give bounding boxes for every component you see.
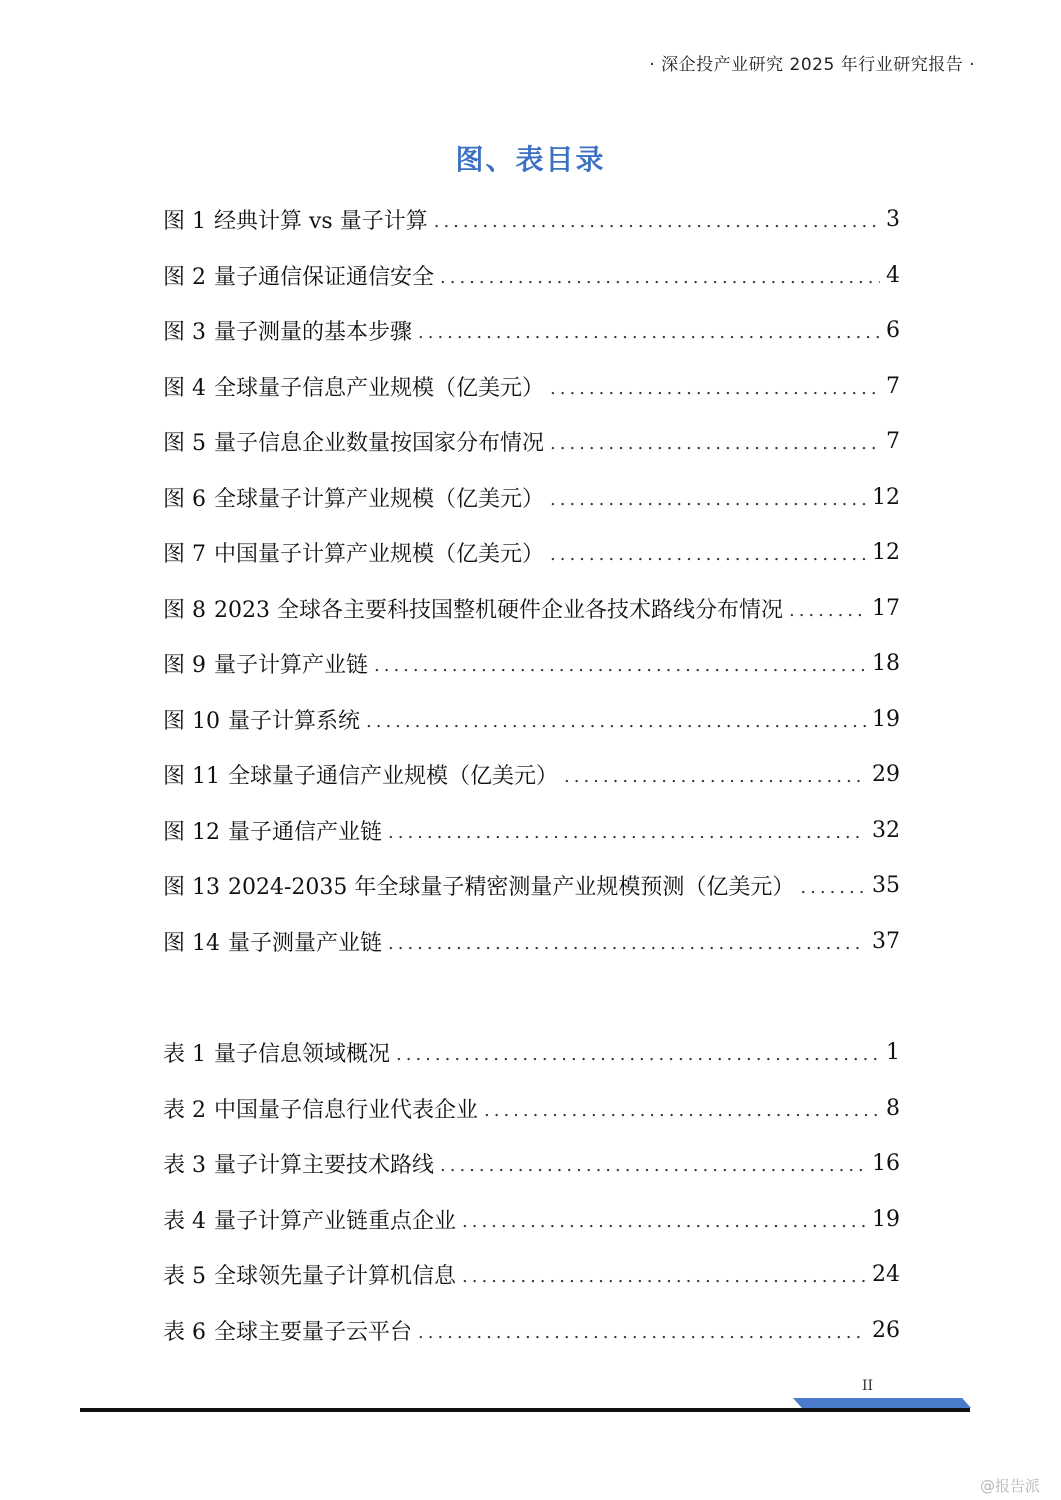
table-number: 表 3 xyxy=(163,1153,206,1179)
figure-number: 图 10 xyxy=(163,708,220,734)
table-number: 表 6 xyxy=(163,1319,206,1345)
figure-number: 图 6 xyxy=(163,486,206,512)
figure-number: 图 5 xyxy=(163,431,206,457)
leader-dots xyxy=(366,711,866,732)
table-title: 全球领先量子计算机信息 xyxy=(214,1264,457,1290)
figure-title: 中国量子计算产业规模（亿美元） xyxy=(214,542,545,568)
leader-dots xyxy=(434,211,880,232)
figure-entry[interactable] xyxy=(163,525,900,581)
watermark: @报告派 xyxy=(980,1477,1041,1495)
page-ref: 7 xyxy=(886,429,900,455)
table-entry[interactable] xyxy=(163,1025,900,1081)
page-ref: 37 xyxy=(872,928,900,954)
figure-number: 图 7 xyxy=(163,542,206,568)
figure-title: 全球量子计算产业规模（亿美元） xyxy=(214,486,545,512)
figure-entry[interactable] xyxy=(163,581,900,637)
figure-entry[interactable] xyxy=(163,414,900,470)
leader-dots xyxy=(550,544,866,565)
table-title: 量子计算主要技术路线 xyxy=(214,1153,435,1179)
page-ref: 19 xyxy=(872,1206,900,1232)
table-entry[interactable] xyxy=(163,1303,900,1359)
figure-number: 图 13 xyxy=(163,875,220,901)
figure-entry[interactable] xyxy=(163,248,900,304)
leader-dots xyxy=(388,822,866,843)
figure-entry[interactable] xyxy=(163,636,900,692)
figure-number: 图 2 xyxy=(163,264,206,290)
running-header: · 深企投产业研究 2025 年行业研究报告 · xyxy=(649,55,975,75)
leader-dots xyxy=(550,433,880,454)
table-entry[interactable] xyxy=(163,1081,900,1137)
page-ref: 6 xyxy=(886,318,900,344)
figure-number: 图 14 xyxy=(163,930,220,956)
leader-dots xyxy=(440,267,880,288)
page-ref: 24 xyxy=(872,1262,900,1288)
leader-dots xyxy=(789,600,866,621)
figure-title: 2023 全球各主要科技国整机硬件企业各技术路线分布情况 xyxy=(214,597,783,623)
figure-title: 全球量子信息产业规模（亿美元） xyxy=(214,375,545,401)
page-title: 图、表目录 xyxy=(455,143,606,176)
figure-title: 量子测量的基本步骤 xyxy=(214,320,413,346)
figure-entry[interactable] xyxy=(163,303,900,359)
figure-entry[interactable] xyxy=(163,747,900,803)
table-entry[interactable] xyxy=(163,1192,900,1248)
figure-title: 量子计算产业链 xyxy=(214,653,369,679)
page-ref: 35 xyxy=(872,873,900,899)
leader-dots xyxy=(418,1322,866,1343)
leader-dots xyxy=(564,766,866,787)
figure-title: 量子计算系统 xyxy=(228,708,361,734)
footer-rule xyxy=(80,1408,970,1412)
leader-dots xyxy=(462,1211,866,1232)
table-list xyxy=(163,1025,900,1358)
figure-entry[interactable] xyxy=(163,359,900,415)
figure-title: 量子测量产业链 xyxy=(228,930,383,956)
figure-title: 2024-2035 年全球量子精密测量产业规模预测（亿美元） xyxy=(228,875,795,901)
table-title: 量子计算产业链重点企业 xyxy=(214,1208,457,1234)
table-title: 量子信息领域概况 xyxy=(214,1042,391,1068)
figure-title: 全球量子通信产业规模（亿美元） xyxy=(228,764,559,790)
figure-number: 图 1 xyxy=(163,209,206,235)
page-ref: 12 xyxy=(872,484,900,510)
figure-number: 图 4 xyxy=(163,375,206,401)
page-ref: 18 xyxy=(872,651,900,677)
page-ref: 7 xyxy=(886,373,900,399)
figure-entry[interactable] xyxy=(163,858,900,914)
page-ref: 8 xyxy=(886,1095,900,1121)
page-number: II xyxy=(862,1378,874,1394)
leader-dots xyxy=(550,378,880,399)
figure-title: 量子信息企业数量按国家分布情况 xyxy=(214,431,545,457)
leader-dots xyxy=(462,1266,866,1287)
page-ref: 32 xyxy=(872,817,900,843)
page-ref: 12 xyxy=(872,540,900,566)
table-number: 表 1 xyxy=(163,1042,206,1068)
leader-dots xyxy=(388,933,866,954)
leader-dots xyxy=(418,322,880,343)
figure-number: 图 8 xyxy=(163,597,206,623)
page-ref: 16 xyxy=(872,1151,900,1177)
figure-number: 图 12 xyxy=(163,819,220,845)
figure-number: 图 9 xyxy=(163,653,206,679)
leader-dots xyxy=(396,1044,880,1065)
figure-title: 经典计算 vs 量子计算 xyxy=(214,209,428,235)
leader-dots xyxy=(440,1155,866,1176)
figure-entry[interactable] xyxy=(163,192,900,248)
figure-list xyxy=(163,192,900,969)
table-number: 表 5 xyxy=(163,1264,206,1290)
leader-dots xyxy=(484,1100,880,1121)
figure-title: 量子通信保证通信安全 xyxy=(214,264,435,290)
figure-entry[interactable] xyxy=(163,803,900,859)
leader-dots xyxy=(374,655,866,676)
page-ref: 17 xyxy=(872,595,900,621)
leader-dots xyxy=(550,489,866,510)
page-ref: 4 xyxy=(886,262,900,288)
page-ref: 1 xyxy=(886,1040,900,1066)
figure-entry[interactable] xyxy=(163,470,900,526)
figure-entry[interactable] xyxy=(163,914,900,970)
table-title: 中国量子信息行业代表企业 xyxy=(214,1097,479,1123)
page-ref: 19 xyxy=(872,706,900,732)
footer-accent-tab xyxy=(793,1398,971,1408)
table-entry[interactable] xyxy=(163,1247,900,1303)
leader-dots xyxy=(800,877,866,898)
page-ref: 26 xyxy=(872,1317,900,1343)
page-ref: 3 xyxy=(886,207,900,233)
table-title: 全球主要量子云平台 xyxy=(214,1319,413,1345)
figure-number: 图 11 xyxy=(163,764,220,790)
figure-title: 量子通信产业链 xyxy=(228,819,383,845)
table-entry[interactable] xyxy=(163,1136,900,1192)
figure-entry[interactable] xyxy=(163,692,900,748)
table-number: 表 2 xyxy=(163,1097,206,1123)
table-number: 表 4 xyxy=(163,1208,206,1234)
page-ref: 29 xyxy=(872,762,900,788)
figure-number: 图 3 xyxy=(163,320,206,346)
